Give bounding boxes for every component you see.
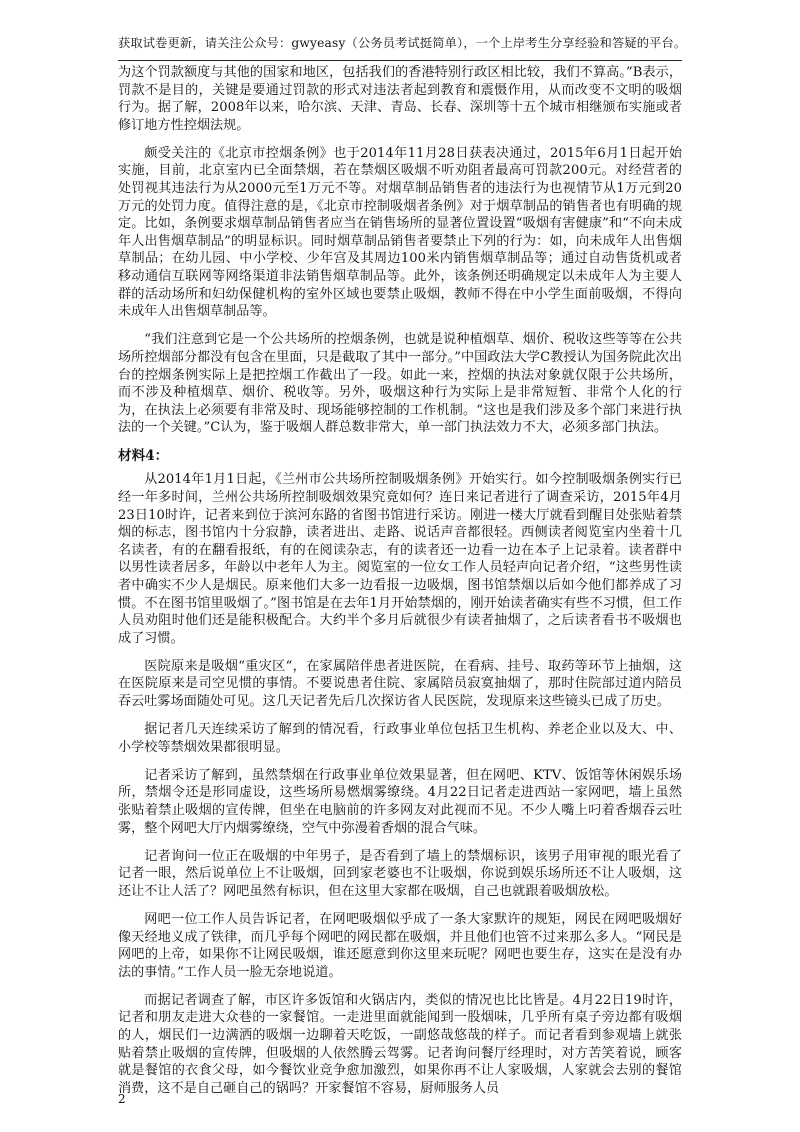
paragraph-professor-comment: “我们注意到它是一个公共场所的控烟条例，也就是说种植烟草、烟价、税收这些等等在公共场所控烟部分都没有包含在里面，只是截取了其中一部分。”中国政法大学C教授认为国务院此次出台的控烟条例实际上是把控烟工作截出了一段。如此一来，控烟的执法对象就仅限于公共场所，而不涉及种植烟草、烟价、税收等。另外，吸烟这种行为实际上是非常短暂、非常个人化的行为，在执法上必须要有非常及时、现场能够控制的工作机制。“这也是我们涉及多个部门来进行执法的一个关键。”C认为，鉴于吸烟人群总数非常大，单一部门执法效力不大，必须多部门执法。 (118, 332, 682, 436)
paragraph-restaurants: 而据记者调查了解，市区许多饭馆和火锅店内，类似的情况也比比皆是。4月22日19时许，记者和朋友走进大众巷的一家餐馆。一走进里面就能闻到一股烟味，几乎所有桌子旁边都有吸烟的人，烟民们一边满洒的吸烟一边聊着天吃饭，一副悠哉悠哉的样子。而记者看到参观墙上就张贴着禁止吸烟的宣传牌，但吸烟的人依然腾云驾雾。记者询问餐厅经理时，对方苦笑着说，顾客就是餐馆的衣食父母，如今餐饮业竞争愈加激烈，如果你再不让人家吸烟，人家就会去别的餐馆消费，这不是自己砸自己的锅吗？开家餐馆不容易，厨师服务人员 (118, 992, 682, 1096)
page-header: 获取试卷更新，请关注公众号：gwyeasy（公务员考试挺简单），一个上岸考生分享经验和答疑的平台。 (118, 36, 687, 50)
paragraph-hospital: 医院原来是吸烟“重灾区“，在家属陪伴患者进医院，在看病、挂号、取药等环节上抽烟，这在医院原来是司空见惯的事情。不要说患者住院、家属陪员寂寞抽烟了，那时住院部过道内陪员吞云吐雾场面随处可见。这几天记者先后几次探访省人民医院，发现原来这些镜头已成了历史。 (118, 658, 682, 709)
document-body (118, 64, 682, 1108)
paragraph-smoker-interview: 记者询问一位正在吸烟的中年男子，是否看到了墙上的禁烟标识，该男子用审视的眼光看了记者一眼，然后说单位上不让吸烟，回到家老婆也不让吸烟，你说到娱乐场所还不让人吸烟，这还让不让人活了？网吧虽然有标识，但在这里大家都在吸烟，自己也就跟着吸烟放松。 (118, 848, 682, 899)
page-number: 2 (118, 1092, 126, 1106)
paragraph-institutions: 据记者几天连续采访了解到的情况看，行政事业单位包括卫生机构、养老企业以及大、中、小学校等禁烟效果都很明显。 (118, 722, 682, 755)
paragraph-cafe-staff: 网吧一位工作人员告诉记者，在网吧吸烟似乎成了一条大家默许的规矩，网民在网吧吸烟好像天经地义成了铁律，而几乎每个网吧的网民都在吸烟，并且他们也管不过来那么多人。“网民是网吧的上帝，如果你不让网民吸烟，谁还愿意到你这里来玩呢？网吧也要生存，这实在是没有办法的事情。”工作人员一脸无奈地说道。 (118, 911, 682, 980)
paragraph-penalty-comparison: 为这个罚款额度与其他的国家和地区，包括我们的香港特别行政区相比较，我们不算高。”B表示，罚款不是目的，关键是要通过罚款的形式对违法者起到教育和震慑作用，从而改变不文明的吸烟行为。据了解，2008年以来，哈尔滨、天津、青岛、长春、深圳等十五个城市相继颁布实施或者修订地方性控烟法规。 (118, 65, 682, 133)
paragraph-lanzhou-library: 从2014年1月1日起，《兰州市公共场所控制吸烟条例》开始实行。如今控制吸烟条例实行已经一年多时间，兰州公共场所控制吸烟效果究竟如何？连日来记者进行了调查采访，2015年4月23日10时许，记者来到位于滨河东路的省图书馆进行采访。刚进一楼大厅就看到醒目处张贴着禁烟的标志，图书馆内十分寂静，读者进出、走路、说话声音都很轻。西侧读者阅览室内坐着十几名读者，有的在翻看报纸，有的在阅读杂志，有的读者还一边看一边在本子上记录着。读者群中以男性读者居多，年龄以中老年人为主。阅览室的一位女工作人员轻声向记者介绍，“这些男性读者中确实不少人是烟民。原来他们大多一边看报一边吸烟，图书馆禁烟以后如今他们都养成了习惯。不在图书馆里吸烟了。”图书馆是在去年1月开始禁烟的，刚开始读者确实有些不习惯，但工作人员劝阻时他们还是能积极配合。大约半个多月后就很少有读者抽烟了，之后读者看书不吸烟也成了习惯。 (118, 472, 682, 646)
paragraph-beijing-regulation: 颇受关注的《北京市控烟条例》也于2014年11月28日获表决通过，2015年6月1日起开始实施，目前，北京室内已全面禁烟，若在禁烟区吸烟不听劝阻者最高可罚款200元。对经营者的处罚视其违法行为从2000元至1万元不等。对烟草制品销售者的违法行为也视情节从1万元到20万元的处罚力度。值得注意的是，《北京市控制吸烟者条例》对于烟草制品的销售者也有明确的规定。比如，条例要求烟草制品销售者应当在销售场所的显著位置设置“吸烟有害健康”和“不向未成年人出售烟草制品”的明显标识。同时烟草制品销售者要禁止下列的行为：如，向未成年人出售烟草制品；在幼儿园、中小学校、少年宫及其周边100米内销售烟草制品等；通过自动售货机或者移动通信互联网等网络渠道非法销售烟草制品等。此外，该条例还明确规定以未成年人为主要人群的活动场所和妇幼保健机构的室外区域也要禁止吸烟，教师不得在中小学生面前吸烟，不得向未成年人出售烟草制品等。 (118, 145, 682, 320)
paragraph-internet-cafe: 记者采访了解到，虽然禁烟在行政事业单位效果显著，但在网吧、KTV、饭馆等休闲娱乐场所，禁烟令还是形同虚设，这些场所易燃烟雾缭绕。4月22日记者走进西站一家网吧，墙上虽然张贴着禁止吸烟的宣传牌，但坐在电脑前的许多网友对此视而不见。不少人嘴上叼着香烟吞云吐雾，整个网吧大厅内烟雾缭绕，空气中弥漫着香烟的混合气味。 (118, 767, 682, 836)
header-divider (118, 60, 682, 61)
section-heading-material-4: 材料4： (118, 448, 169, 465)
